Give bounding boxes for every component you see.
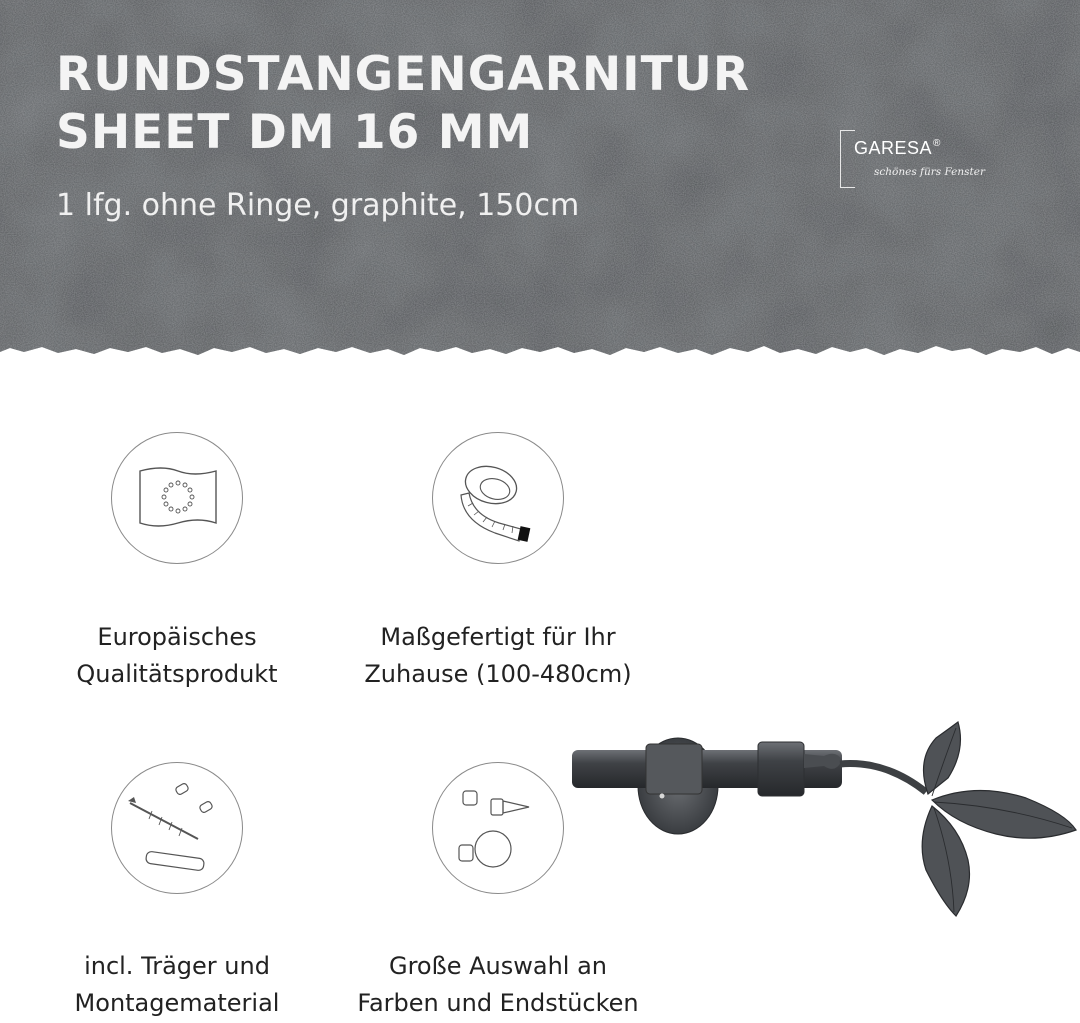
brand-registered-mark: ® bbox=[933, 138, 941, 149]
title-line-1: RUNDSTANGENGARNITUR bbox=[56, 47, 751, 102]
brand-tagline: schönes fürs Fenster bbox=[874, 166, 985, 178]
finials-icon bbox=[432, 762, 564, 894]
eu-flag-icon bbox=[111, 432, 243, 564]
logo-bracket-icon bbox=[840, 130, 855, 188]
brand-name: GARESA bbox=[854, 138, 933, 158]
page-title bbox=[56, 46, 750, 162]
brand-logo bbox=[840, 128, 990, 190]
feature-label-mounting: incl. Träger und Montagematerial bbox=[74, 952, 280, 1017]
curtain-rod-leaf-finial-icon bbox=[566, 720, 1080, 920]
mounting-hardware-icon bbox=[111, 762, 243, 894]
measuring-tape-icon bbox=[432, 432, 564, 564]
title-line-2: SHEET DM 16 MM bbox=[56, 105, 534, 160]
product-subtitle: 1 lfg. ohne Ringe, graphite, 150cm bbox=[56, 188, 580, 223]
feature-label-custom-size: Maßgefertigt für Ihr Zuhause (100-480cm) bbox=[364, 623, 632, 688]
feature-label-eu-quality: Europäisches Qualitätsprodukt bbox=[76, 623, 278, 688]
feature-label-selection: Große Auswahl an Farben und Endstücken bbox=[357, 952, 639, 1017]
